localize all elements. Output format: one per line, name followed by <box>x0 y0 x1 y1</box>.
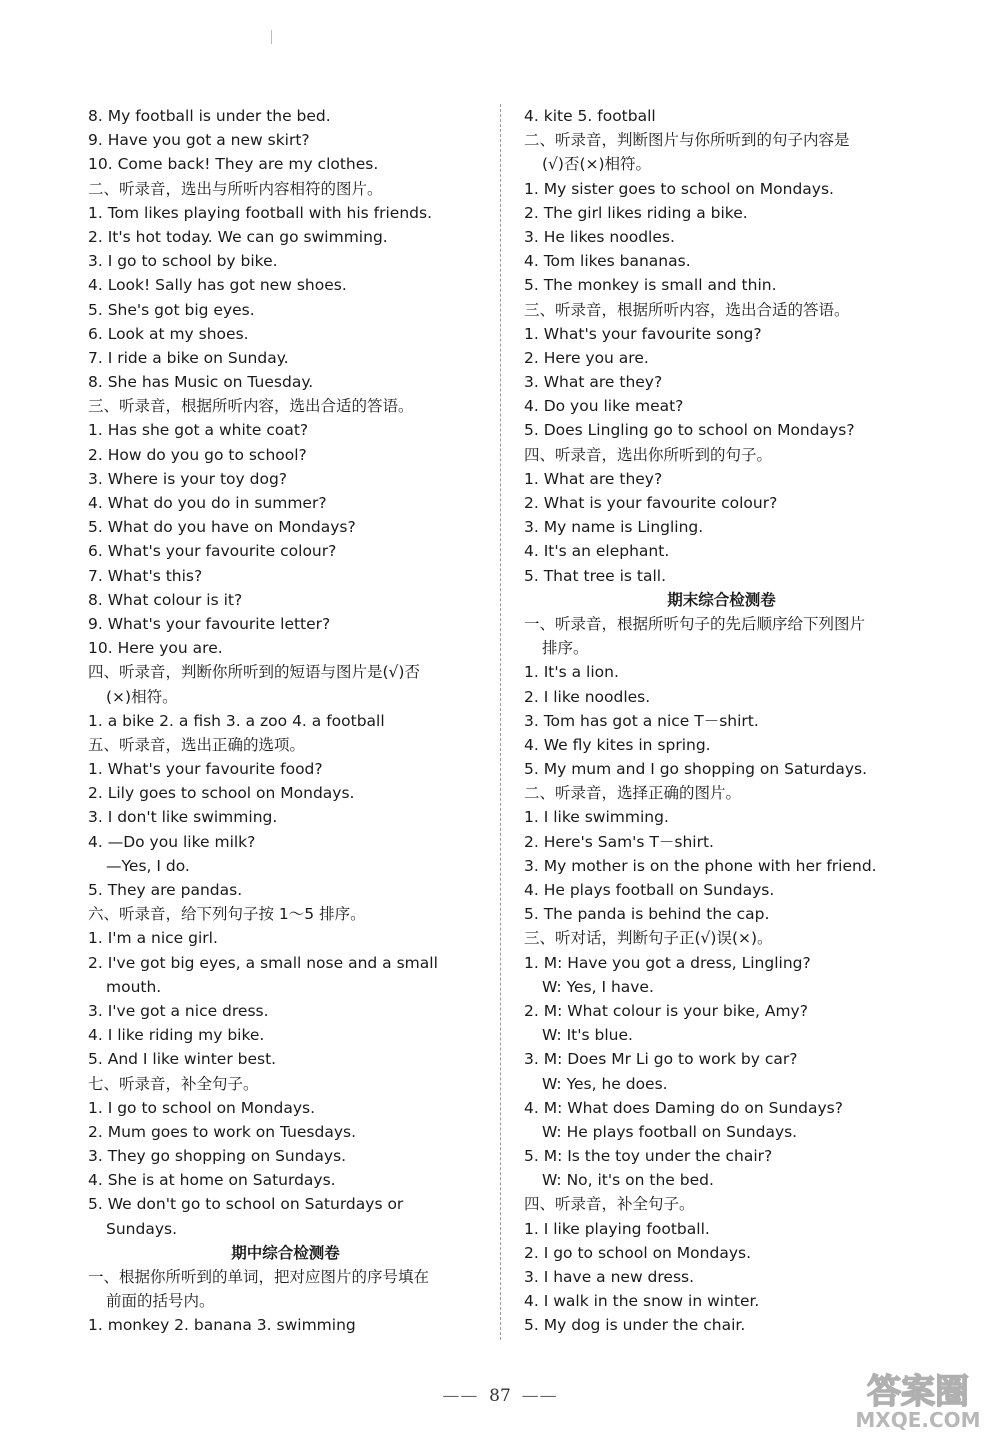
text-line: 4. What do you do in summer? <box>88 494 327 512</box>
text-line: 4. He plays football on Sundays. <box>524 881 775 899</box>
text-line: 7. What's this? <box>88 566 203 585</box>
text-line: 2. Lily goes to school on Mondays. <box>88 784 355 803</box>
text-line: 4. I walk in the snow in winter. <box>524 1292 760 1311</box>
text-line: 四、听录音，判断你所听到的短语与图片是(√)否 <box>88 663 420 682</box>
text-line: 8. She has Music on Tuesday. <box>88 373 314 392</box>
text-line: 二、听录音，选出与所听内容相符的图片。 <box>88 179 383 198</box>
section-title: 期末综合检测卷 <box>667 590 776 609</box>
text-line: 5. She's got big eyes. <box>88 300 255 319</box>
text-line: 2. The girl likes riding a bike. <box>524 203 748 222</box>
text-line: W: It's blue. <box>542 1026 633 1045</box>
right-column <box>524 104 919 1338</box>
column-divider <box>500 104 501 1340</box>
text-line: 二、听录音，选择正确的图片。 <box>524 784 742 803</box>
section-title: 期中综合检测卷 <box>231 1243 340 1262</box>
text-line: 三、听录音，根据所听内容，选出合适的答语。 <box>524 300 850 319</box>
text-line: 3. Where is your toy dog? <box>88 469 288 488</box>
text-line: 2. Here you are. <box>524 348 649 367</box>
text-line: 5. My mum and I go shopping on Saturdays. <box>524 760 868 779</box>
text-line: 5. And I like winter best. <box>88 1050 277 1069</box>
text-line: 1. I go to school on Mondays. <box>88 1098 315 1117</box>
text-line: 2. I've got big eyes, a small nose and a small <box>88 953 438 972</box>
text-line: 5. That tree is tall. <box>524 566 667 585</box>
text-line: 二、听录音，判断图片与你所听到的句子内容是 <box>524 131 850 150</box>
text-line: 3. I've got a nice dress. <box>88 1001 269 1020</box>
text-line: 2. What is your favourite colour? <box>524 494 778 512</box>
text-line: 三、听对话，判断句子正(√)误(×)。 <box>524 929 773 948</box>
text-line: 3. I go to school by bike. <box>88 252 278 271</box>
text-line: 3. What are they? <box>524 373 663 392</box>
text-line: 1. What's your favourite song? <box>524 324 762 343</box>
text-line: 6. Look at my shoes. <box>88 324 249 343</box>
text-line: mouth. <box>106 977 162 996</box>
text-line: 1. What are they? <box>524 469 663 488</box>
text-line: 1. a bike 2. a fish 3. a zoo 4. a football <box>88 711 385 730</box>
text-line: 2. It's hot today. We can go swimming. <box>88 227 388 246</box>
text-line: 5. They are pandas. <box>88 881 243 899</box>
text-line: (√)否(×)相符。 <box>542 155 652 174</box>
text-line: 1. My sister goes to school on Mondays. <box>524 179 834 198</box>
text-line: 1. What's your favourite food? <box>88 760 323 779</box>
text-line: W: Yes, he does. <box>542 1074 668 1093</box>
text-line: 9. Have you got a new skirt? <box>88 131 310 150</box>
text-line: 3. My mother is on the phone with her friend. <box>524 856 877 875</box>
text-line: 5. The monkey is small and thin. <box>524 276 777 295</box>
text-line: 4. Look! Sally has got new shoes. <box>88 276 347 295</box>
text-line: 3. Tom has got a nice T－shirt. <box>524 711 759 730</box>
text-line: 3. He likes noodles. <box>524 227 675 246</box>
text-line: 五、听录音，选出正确的选项。 <box>88 735 306 754</box>
text-line: 5. The panda is behind the cap. <box>524 905 770 924</box>
text-line: 10. Come back! They are my clothes. <box>88 155 379 174</box>
text-line: 2. I go to school on Mondays. <box>524 1243 751 1262</box>
text-line: 一、听录音，根据所听句子的先后顺序给下列图片 <box>524 614 866 633</box>
text-line: W: Yes, I have. <box>542 977 654 996</box>
text-line: 1. Tom likes playing football with his friends. <box>88 203 433 222</box>
text-line: 七、听录音，补全句子。 <box>88 1074 259 1093</box>
text-line: 1. I'm a nice girl. <box>88 929 218 948</box>
text-line: 10. Here you are. <box>88 639 223 658</box>
page-number: 87 <box>489 1386 511 1406</box>
text-line: 4. I like riding my bike. <box>88 1026 265 1045</box>
text-line: 1. It's a lion. <box>524 663 619 682</box>
text-line: 2. How do you go to school? <box>88 445 307 464</box>
text-line: 8. My football is under the bed. <box>88 107 331 125</box>
text-line: 2. M: What colour is your bike, Amy? <box>524 1001 808 1020</box>
text-line: 1. I like swimming. <box>524 808 669 827</box>
text-line: —Yes, I do. <box>106 856 190 875</box>
text-line: 5. My dog is under the chair. <box>524 1316 746 1335</box>
text-line: 1. I like playing football. <box>524 1219 710 1238</box>
text-line: 7. I ride a bike on Sunday. <box>88 348 289 367</box>
text-line: 三、听录音，根据所听内容，选出合适的答语。 <box>88 397 414 416</box>
text-line: 四、听录音，补全句子。 <box>524 1195 695 1214</box>
left-column <box>88 104 483 1338</box>
text-line: 4. M: What does Daming do on Sundays? <box>524 1098 843 1117</box>
text-line: 8. What colour is it? <box>88 590 243 609</box>
text-line: 3. M: Does Mr Li go to work by car? <box>524 1050 798 1069</box>
text-line: 3. They go shopping on Sundays. <box>88 1147 347 1166</box>
text-line: 4. She is at home on Saturdays. <box>88 1171 336 1190</box>
text-line: 六、听录音，给下列句子按 1～5 排序。 <box>88 905 366 924</box>
footer-dash-right: — <box>521 1386 540 1406</box>
text-line: 2. Mum goes to work on Tuesdays. <box>88 1122 357 1141</box>
text-line: 1. Has she got a white coat? <box>88 421 309 440</box>
text-line: W: He plays football on Sundays. <box>542 1122 798 1141</box>
text-line: 2. I like noodles. <box>524 687 651 706</box>
text-line: 一、根据你所听到的单词，把对应图片的序号填在 <box>88 1268 430 1286</box>
text-line: 前面的括号内。 <box>106 1292 215 1311</box>
text-line: 5. We don't go to school on Saturdays or <box>88 1195 404 1214</box>
text-line: 4. We fly kites in spring. <box>524 735 711 754</box>
text-line: 3. I don't like swimming. <box>88 808 278 827</box>
text-line: 3. I have a new dress. <box>524 1268 695 1286</box>
text-line: 4. kite 5. football <box>524 107 656 125</box>
text-line: 5. Does Lingling go to school on Mondays? <box>524 421 855 440</box>
text-line: 4. Tom likes bananas. <box>524 252 691 271</box>
text-line: 4. Do you like meat? <box>524 397 684 416</box>
text-line: 四、听录音，选出你所听到的句子。 <box>524 445 773 464</box>
text-line: 1. monkey 2. banana 3. swimming <box>88 1316 356 1335</box>
text-line: 3. My name is Lingling. <box>524 518 704 537</box>
text-line: 4. —Do you like milk? <box>88 832 256 851</box>
watermark-url: MXQE.COM <box>855 1408 981 1432</box>
footer-dash-left: — <box>442 1386 461 1406</box>
text-line: W: No, it's on the bed. <box>542 1171 714 1190</box>
text-line: (×)相符。 <box>106 687 178 706</box>
text-line: 5. What do you have on Mondays? <box>88 518 356 537</box>
scan-mark <box>271 30 272 44</box>
watermark-logo <box>848 1365 988 1435</box>
text-line: 6. What's your favourite colour? <box>88 542 337 561</box>
text-line: 排序。 <box>542 639 589 658</box>
text-line: 1. M: Have you got a dress, Lingling? <box>524 953 811 972</box>
text-line: 5. M: Is the toy under the chair? <box>524 1147 773 1166</box>
watermark-text: 答案圈 <box>867 1372 969 1412</box>
page-footer: —— 87 —— <box>442 1386 558 1406</box>
text-line: 4. It's an elephant. <box>524 542 670 561</box>
text-line: Sundays. <box>106 1219 177 1238</box>
text-line: 9. What's your favourite letter? <box>88 614 331 633</box>
text-line: 2. Here's Sam's T－shirt. <box>524 832 714 851</box>
